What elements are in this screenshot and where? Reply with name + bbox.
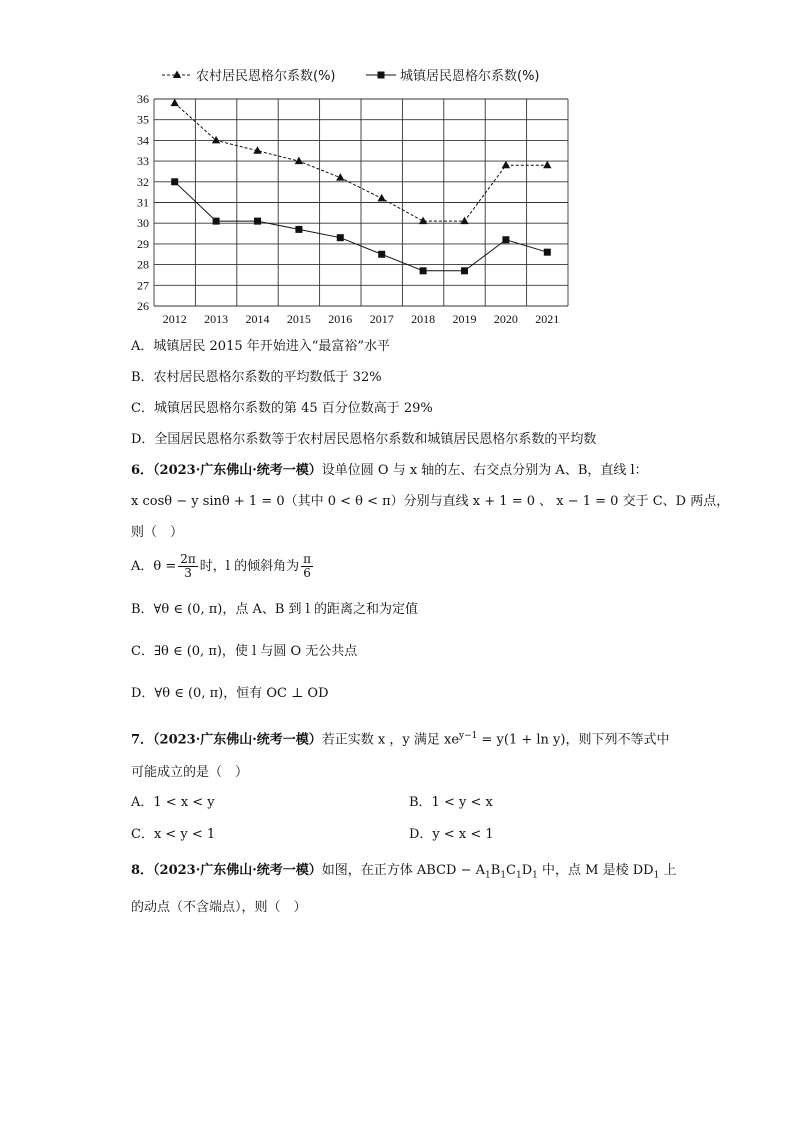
fraction-2pi-3 [178,553,198,580]
urban-data-point-2014 [254,218,261,225]
vertex-label: B [490,863,501,878]
rural-data-point-2018 [419,217,427,225]
urban-data-point-2012 [171,178,178,185]
urban-data-point-2020 [502,236,509,243]
rural-data-point-2015 [295,157,303,165]
q6-option-b: B．∀θ ∈ (0, π)，点 A、B 到 l 的距离之和为定值 [131,602,418,617]
q6-stem-line1 [131,462,648,480]
q6-a-pre: A．θ = [131,559,177,574]
y-tick-label: 31 [137,195,149,210]
q7-stem-line2: 可能成立的是（ ） [131,765,249,780]
urban-data-point-2016 [337,234,344,241]
urban-data-point-2015 [295,226,302,233]
q5-option-c: C．城镇居民恩格尔系数的第 45 百分位数高于 29% [131,401,433,416]
q8-text1a: 如图，在正方体 ABCD − A [321,863,486,878]
q6-a-mid: 时，l 的倾斜角为 [199,559,300,574]
y-tick-label: 35 [137,112,149,127]
y-tick-label: 33 [137,154,149,169]
y-axis-ticks [137,92,149,313]
legend-item-urban [366,68,540,84]
y-tick-label: 26 [137,299,149,313]
x-tick-label: 2012 [162,312,187,326]
subscript: 1 [485,870,491,881]
q6-option-d: D．∀θ ∈ (0, π)，恒有 OC ⊥ OD [131,686,329,701]
chart-grid [154,99,568,306]
fraction-pi-6 [301,553,313,580]
q7-option-c: C．x < y < 1 [131,827,216,842]
rural-data-point-2021 [543,161,551,169]
q6-text1: 设单位圆 O 与 x 轴的左、右交点分别为 A、B，直线 l： [321,463,648,478]
q7-text1b: = y(1 + ln y)，则下列不等式中 [477,732,670,748]
legend-item-rural [162,68,336,84]
y-tick-label: 27 [137,278,149,293]
q7-option-d: D．y < x < 1 [409,827,494,842]
x-tick-label: 2017 [369,312,394,326]
x-tick-label: 2020 [493,312,518,326]
q7-option-a: A．1 < x < y [131,795,215,810]
q6-source: （2023·广东佛山·统考一模） [153,463,322,478]
q6-option-c: C．∃θ ∈ (0, π)，使 l 与圆 O 无公共点 [131,644,358,659]
y-tick-label: 34 [137,133,149,148]
x-tick-label: 2019 [452,312,477,326]
y-tick-label: 36 [137,92,149,106]
q5-option-d: D．全国居民恩格尔系数等于农村居民恩格尔系数和城镇居民恩格尔系数的平均数 [131,432,597,447]
q7-exponent: y−1 [459,731,478,741]
vertex-label: D [521,863,533,878]
q7-stem-line1 [131,727,669,749]
urban-data-point-2021 [544,249,551,256]
q5-option-a: A．城镇居民 2015 年开始进入“最富裕”水平 [131,339,391,354]
legend-label: 农村居民恩格尔系数(%) [196,69,336,84]
vertex-label: C [506,863,516,878]
chart-legend [162,68,540,84]
q8-stem-line2: 的动点（不含端点），则（ ） [131,900,307,915]
q7-text1a: 若正实数 x ，y 满足 xe [321,732,460,748]
urban-data-point-2019 [461,267,468,274]
y-tick-label: 32 [137,174,149,189]
q8-source: （2023·广东佛山·统考一模） [153,863,322,878]
y-tick-label: 29 [137,236,149,251]
q8-number: 8． [131,863,154,878]
legend-marker [378,72,385,79]
q8-text1b: 中，点 M 是棱 DD [537,863,654,878]
frac-numerator: 2π [180,552,196,566]
x-tick-label: 2018 [411,312,436,326]
subscript: 1 [532,870,538,881]
x-tick-label: 2021 [535,312,560,326]
y-tick-label: 28 [137,257,149,272]
q6-option-a [131,552,315,582]
q7-source: （2023·广东佛山·统考一模） [153,732,322,748]
legend-marker [173,71,181,79]
legend-label: 城镇居民恩格尔系数(%) [400,69,540,84]
x-axis-ticks [163,312,560,326]
q6-stem-line3: 则（ ） [131,525,184,540]
frac-denominator: 3 [184,566,192,580]
x-tick-label: 2015 [286,312,311,326]
engel-coefficient-chart [120,58,580,328]
frac-denominator: 6 [303,566,311,580]
urban-data-point-2017 [378,251,385,258]
rural-data-point-2013 [212,136,220,144]
q6-number: 6． [131,463,154,478]
q7-number: 7． [131,732,154,748]
q6-stem-line2: x cosθ − y sinθ + 1 = 0（其中 0 < θ < π）分别与直线 x + 1 = 0 、 x − 1 = 0 交于 C、D 两点， [131,494,730,509]
subscript: 1 [516,870,522,881]
subscript: 1 [653,870,660,881]
rural-data-point-2012 [171,99,179,107]
urban-data-point-2018 [420,267,427,274]
q7-option-b: B．1 < y < x [409,795,493,810]
subscript: 1 [500,870,507,881]
rural-data-point-2017 [378,194,386,202]
x-tick-label: 2014 [245,312,270,326]
q8-text1c: 上 [659,863,677,878]
q8-stem-line1 [131,862,676,885]
urban-data-point-2013 [213,218,220,225]
q5-option-b: B．农村居民恩格尔系数的平均数低于 32% [131,370,382,385]
y-tick-label: 30 [137,216,149,231]
x-tick-label: 2016 [328,312,353,326]
frac-numerator: π [303,552,311,566]
x-tick-label: 2013 [204,312,229,326]
rural-data-point-2020 [502,161,510,169]
